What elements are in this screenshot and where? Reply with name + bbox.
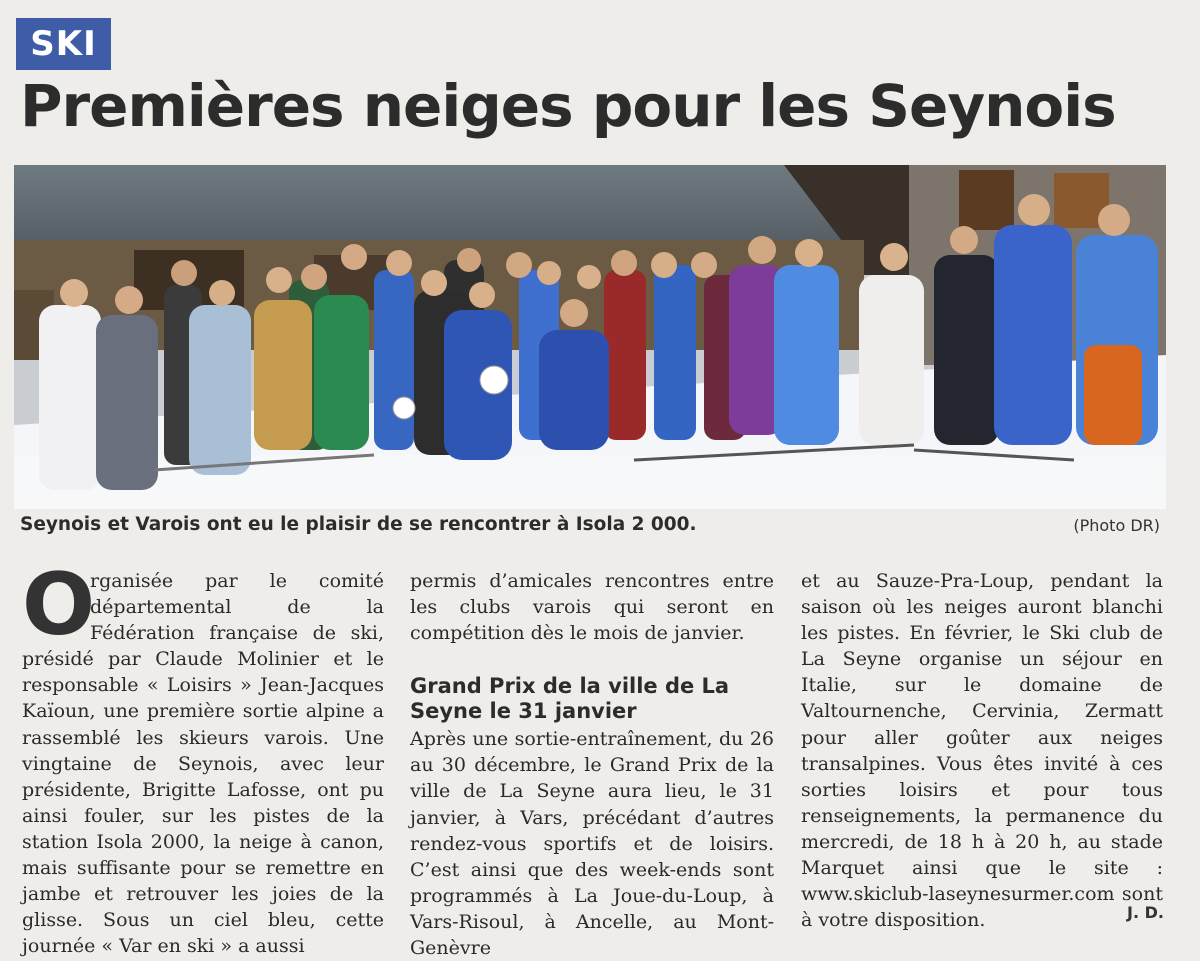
group-photo-illustration [14,165,1166,509]
article-paragraph-1: rganisée par le comité départemental de la Fédération française de ski, présidé par Claude Molinier et le responsable « Loisirs » Jean-Jacques Kaïoun, une première sortie alpine a rassemblé les skieurs varois. Une vingtaine de Seynois, avec leur présidente, Brigitte Lafosse, ont pu ainsi fouler, sur les pistes de la station Isola 2000, la neige à canon, mais suffisante pour se remettre en jambe et retrouver les joies de la glisse. Sous un ciel bleu, cette journée « Var en ski » a aussi [22,570,384,958]
author-signature: J. D. [1127,903,1164,922]
article-subheading: Grand Prix de la ville de La Seyne le 31 janvier [410,674,730,724]
drop-cap: O [22,555,96,655]
photo-credit: (Photo DR) [1073,516,1160,535]
article-paragraph-2: permis d’amicales rencontres entre les clubs varois qui seront en compétition dès le mois de janvier. [410,570,774,645]
article-paragraph-4: et au Sauze-Pra-Loup, pendant la saison où les neiges auront blanchi les pistes. En février, le Ski club de La Seyne organise un séjour en Italie, sur le domaine de Valtournenche, Cervinia, Zermatt pour aller goûter aux neiges transalpines. Vous êtes invité à ces sorties loisirs et pour tous renseignements, la permanence du mercredi, de 18 h à 20 h, au stade Marquet ainsi que le site : www.skiclub-laseynesurmer.com sont à votre disposition. [801,570,1163,932]
photo-caption: Seynois et Varois ont eu le plaisir de se rencontrer à Isola 2 000. [20,514,697,535]
article-column-3 [801,568,1163,933]
headline: Premières neiges pour les Seynois [20,72,1116,140]
article-paragraph-3: Après une sortie-entraînement, du 26 au 30 décembre, le Grand Prix de la ville de La Seyne aura lieu, le 31 janvier, à Vars, précédant d’autres rendez-vous sportifs et de loisirs. C’est ainsi que des week-ends sont programmés à La Joue-du-Loup, à Vars-Risoul, à Ancelle, au Mont-Genèvre [410,728,774,960]
section-tag: SKI [16,18,111,70]
article-column-1 [22,555,384,959]
article-column-2 [410,568,774,961]
group-photo [14,165,1166,509]
